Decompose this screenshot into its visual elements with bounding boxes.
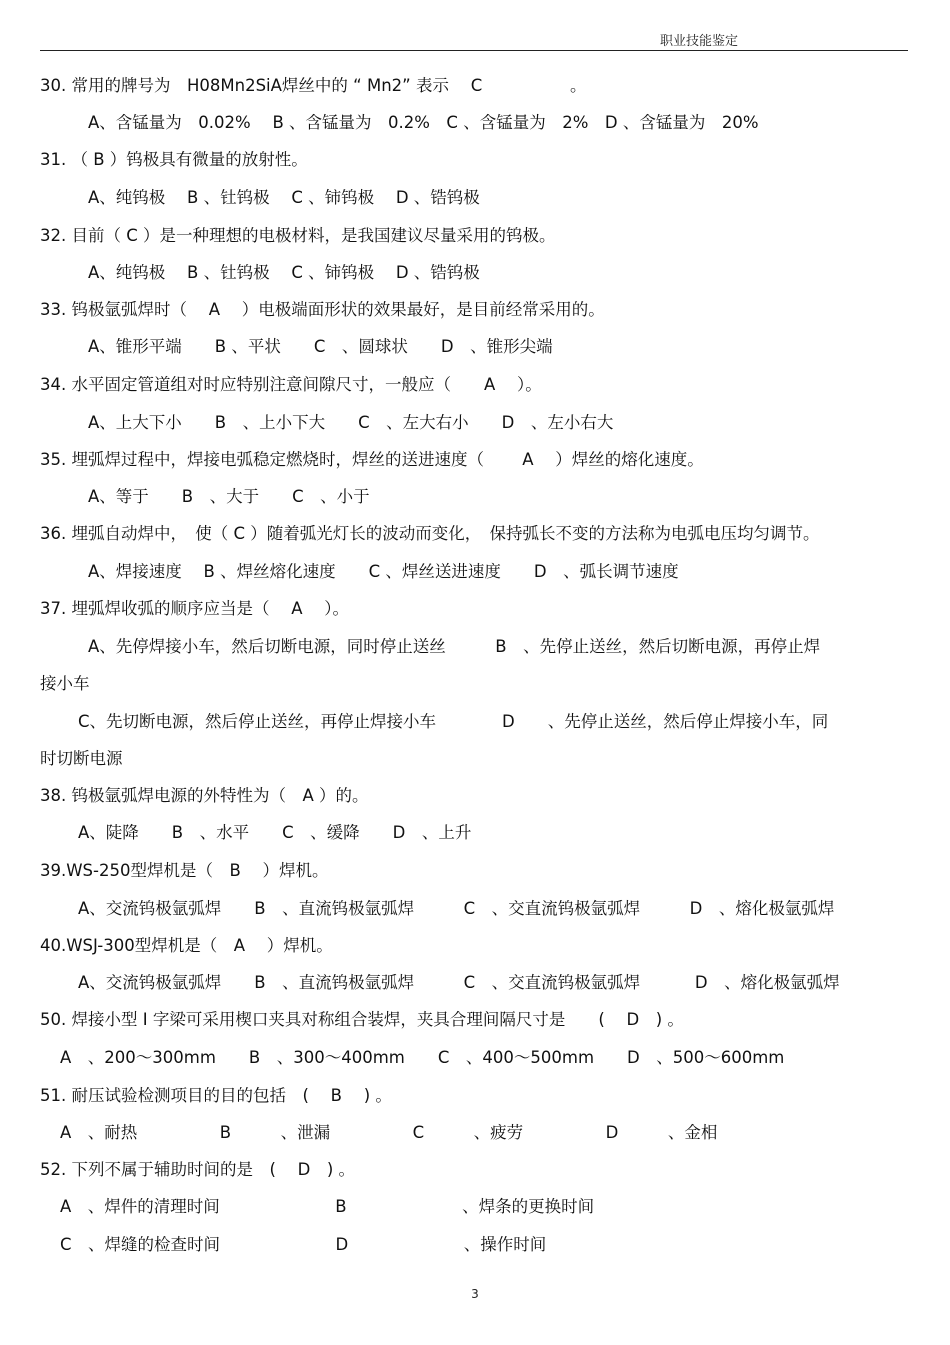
question-52: 52. 下列不属于辅助时间的是 ( D ) 。: [40, 1160, 356, 1179]
question-30: 30. 常用的牌号为 H08Mn2SiA焊丝中的 “ Mn2” 表示 C 。: [40, 76, 587, 95]
question-36-options: A、焊接速度 B 、焊丝熔化速度 C 、焊丝送进速度 D 、弧长调节速度: [88, 562, 679, 581]
question-37-option-cd-cont: 时切断电源: [40, 749, 123, 768]
question-40: 40.WSJ-300型焊机是（ A ）焊机。: [40, 936, 333, 955]
header-title: 职业技能鉴定: [659, 34, 738, 49]
question-30-options: A、含锰量为 0.02% B 、含锰量为 0.2% C 、含锰量为 2% D 、含锰量为 20%: [88, 113, 759, 132]
question-37-option-cd: C、先切断电源，然后停止送丝，再停止焊接小车 D 、先停止送丝，然后停止焊接小车，同: [78, 712, 829, 731]
question-51-options: A 、耐热 B 、泄漏 C 、疲劳 D 、金相: [60, 1123, 718, 1142]
question-52-options-ab: A 、焊件的清理时间 B 、焊条的更换时间: [60, 1197, 595, 1216]
question-34-options: A、上大下小 B 、上小下大 C 、左大右小 D 、左小右大: [88, 413, 614, 432]
question-38-options: A、陡降 B 、水平 C 、缓降 D 、上升: [78, 823, 472, 842]
header-rule: [40, 50, 908, 51]
question-50: 50. 焊接小型 I 字梁可采用楔口夹具对称组合装焊，夹具合理间隔尺寸是 ( D ) 。: [40, 1010, 684, 1029]
question-50-options: A 、200～300mm B 、300～400mm C 、400～500mm D 、500～600mm: [60, 1048, 785, 1067]
question-35: 35. 埋弧焊过程中，焊接电弧稳定燃烧时，焊丝的送进速度（ A ）焊丝的熔化速度。: [40, 450, 704, 469]
question-37-option-ab-cont: 接小车: [40, 674, 90, 693]
question-32: 32. 目前（ C ）是一种理想的电极材料，是我国建议尽量采用的钨极。: [40, 226, 556, 245]
question-32-options: A、纯钨极 B 、钍钨极 C 、铈钨极 D 、锆钨极: [88, 263, 480, 282]
page-number: 3: [471, 1287, 479, 1301]
page-header: [0, 0, 950, 52]
question-35-options: A、等于 B 、大于 C 、小于: [88, 487, 370, 506]
question-31-options: A、纯钨极 B 、钍钨极 C 、铈钨极 D 、锆钨极: [88, 188, 480, 207]
question-31: 31. （ B ）钨极具有微量的放射性。: [40, 150, 308, 169]
question-33: 33. 钨极氩弧焊时（ A ）电极端面形状的效果最好，是目前经常采用的。: [40, 300, 605, 319]
question-51: 51. 耐压试验检测项目的目的包括 ( B ) 。: [40, 1086, 392, 1105]
question-36: 36. 埋弧自动焊中， 使（ C ）随着弧光灯长的波动而变化， 保持弧长不变的方法称为电弧电压均匀调节。: [40, 524, 820, 543]
question-39-options: A、交流钨极氩弧焊 B 、直流钨极氩弧焊 C 、交直流钨极氩弧焊 D 、熔化极氩弧焊: [78, 899, 835, 918]
question-34: 34. 水平固定管道组对时应特别注意间隙尺寸，一般应（ A ）。: [40, 375, 542, 394]
question-37: 37. 埋弧焊收弧的顺序应当是（ A ）。: [40, 599, 350, 618]
question-38: 38. 钨极氩弧焊电源的外特性为（ A ）的。: [40, 786, 369, 805]
question-37-option-ab: A、先停焊接小车，然后切断电源，同时停止送丝 B 、先停止送丝，然后切断电源，再停止焊: [88, 637, 821, 656]
question-33-options: A、锥形平端 B 、平状 C 、圆球状 D 、锥形尖端: [88, 337, 553, 356]
question-40-options: A、交流钨极氩弧焊 B 、直流钨极氩弧焊 C 、交直流钨极氩弧焊 D 、熔化极氩弧焊: [78, 973, 840, 992]
question-39: 39.WS-250型焊机是（ B ）焊机。: [40, 861, 329, 880]
question-52-options-cd: C 、焊缝的检查时间 D 、操作时间: [60, 1235, 547, 1254]
